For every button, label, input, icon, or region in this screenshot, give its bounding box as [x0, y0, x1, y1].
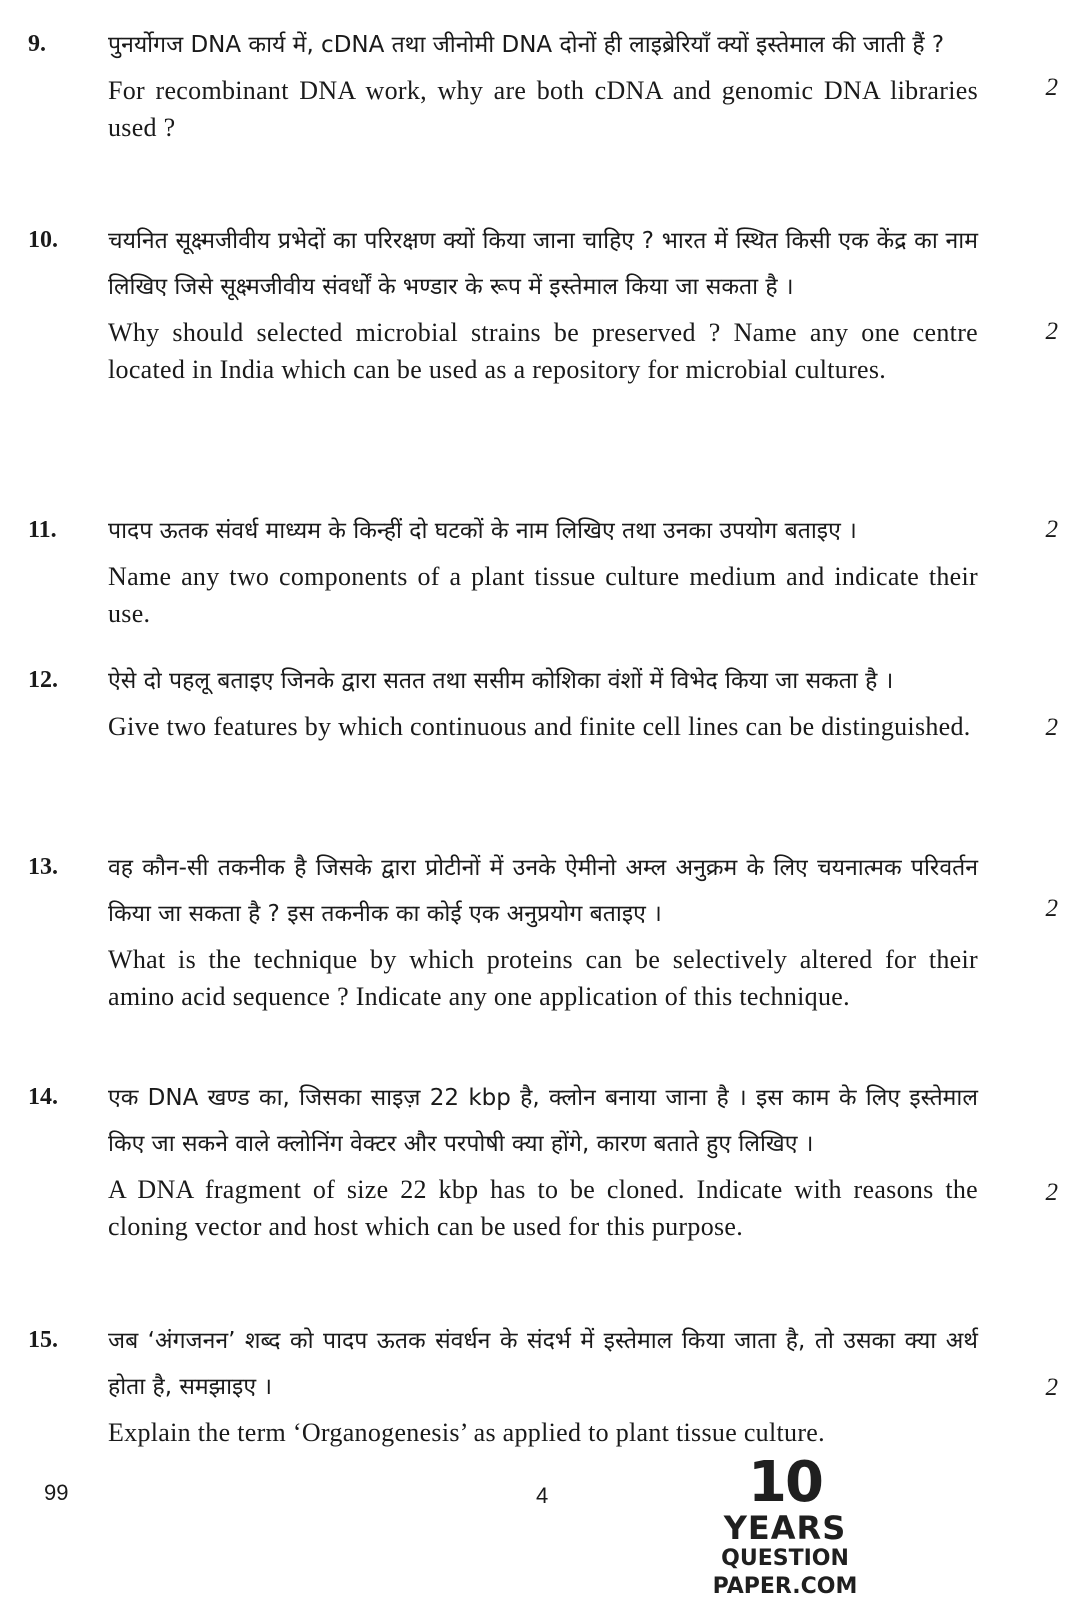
question-text-english: Name any two components of a plant tissue culture medium and indicate their use.: [108, 562, 978, 628]
logo-site: QUESTION PAPER.COM: [712, 1546, 858, 1599]
question-marks: 2: [1045, 516, 1058, 543]
question-marks: 2: [1045, 1374, 1058, 1401]
question-number: 15.: [28, 1327, 58, 1353]
logo-years: YEARS: [723, 1509, 847, 1547]
question-marks: 2: [1045, 895, 1058, 922]
question-body: [108, 1075, 978, 1245]
question-marks: 2: [1045, 1179, 1058, 1206]
question-text-english: Explain the term ‘Organogenesis’ as applied to plant tissue culture.: [108, 1418, 825, 1447]
question-text-english: What is the technique by which proteins can be selectively altered for their amino acid sequence ? Indicate any one application of this technique.: [108, 945, 978, 1011]
question-body: [108, 508, 978, 632]
question-number: 14.: [28, 1084, 58, 1110]
question-number: 13.: [28, 854, 58, 880]
question-number: 11.: [28, 517, 57, 543]
question-text-hindi: पुनर्योगज DNA कार्य में, cDNA तथा जीनोमी DNA दोनों ही लाइब्रेरियाँ क्यों इस्तेमाल की जाती हैं ?: [108, 32, 945, 58]
question-text-hindi: जब ‘अंगजनन’ शब्द को पादप ऊतक संवर्धन के संदर्भ में इस्तेमाल किया जाता है, तो उसका क्या अर्थ होता है, समझाइए ।: [108, 1328, 978, 1400]
question-text-english: A DNA fragment of size 22 kbp has to be cloned. Indicate with reasons the cloning vector and host which can be used for this purpose.: [108, 1175, 978, 1241]
question-marks: 2: [1045, 74, 1058, 101]
question-text-english: Give two features by which continuous and finite cell lines can be distinguished.: [108, 712, 971, 741]
question-text-english: For recombinant DNA work, why are both cDNA and genomic DNA libraries used ?: [108, 76, 978, 142]
question-number: 10.: [28, 227, 58, 253]
question-text-english: Why should selected microbial strains be preserved ? Name any one centre located in India which can be used as a repository for microbial cultures.: [108, 318, 978, 384]
page-number: 4: [536, 1483, 549, 1508]
question-body: [108, 218, 978, 388]
question-body: [108, 22, 978, 146]
question-text-hindi: ऐसे दो पहलू बताइए जिनके द्वारा सतत तथा ससीम कोशिका वंशों में विभेद किया जा सकता है ।: [108, 668, 894, 694]
logo-number: 10: [748, 1450, 822, 1515]
question-text-hindi: वह कौन-सी तकनीक है जिसके द्वारा प्रोटीनों में उनके ऐमीनो अम्ल अनुक्रम के लिए चयनात्मक परिवर्तन किया जा सकता है ? इस तकनीक का कोई एक अनुप्रयोग बताइए ।: [108, 855, 978, 927]
question-number: 9.: [28, 31, 46, 57]
question-body: [108, 845, 978, 1015]
paper-code: 99: [44, 1480, 69, 1505]
question-body: [108, 1318, 978, 1451]
question-body: [108, 658, 978, 745]
question-number: 12.: [28, 667, 58, 693]
question-text-hindi: पादप ऊतक संवर्ध माध्यम के किन्हीं दो घटकों के नाम लिखिए तथा उनका उपयोग बताइए ।: [108, 518, 857, 544]
watermark-logo: [655, 1450, 915, 1599]
question-text-hindi: एक DNA खण्ड का, जिसका साइज़ 22 kbp है, क्लोन बनाया जाना है । इस काम के लिए इस्तेमाल किए जा सकने वाले क्लोनिंग वेक्टर और परपोषी क्या होंगे, कारण बताते हुए लिखिए ।: [108, 1085, 978, 1157]
question-marks: 2: [1045, 318, 1058, 345]
question-marks: 2: [1045, 714, 1058, 741]
question-text-hindi: चयनित सूक्ष्मजीवीय प्रभेदों का परिरक्षण क्यों किया जाना चाहिए ? भारत में स्थित किसी एक केंद्र का नाम लिखिए जिसे सूक्ष्मजीवीय संवर्धों के भण्डार के रूप में इस्तेमाल किया जा सकता है ।: [108, 228, 978, 300]
